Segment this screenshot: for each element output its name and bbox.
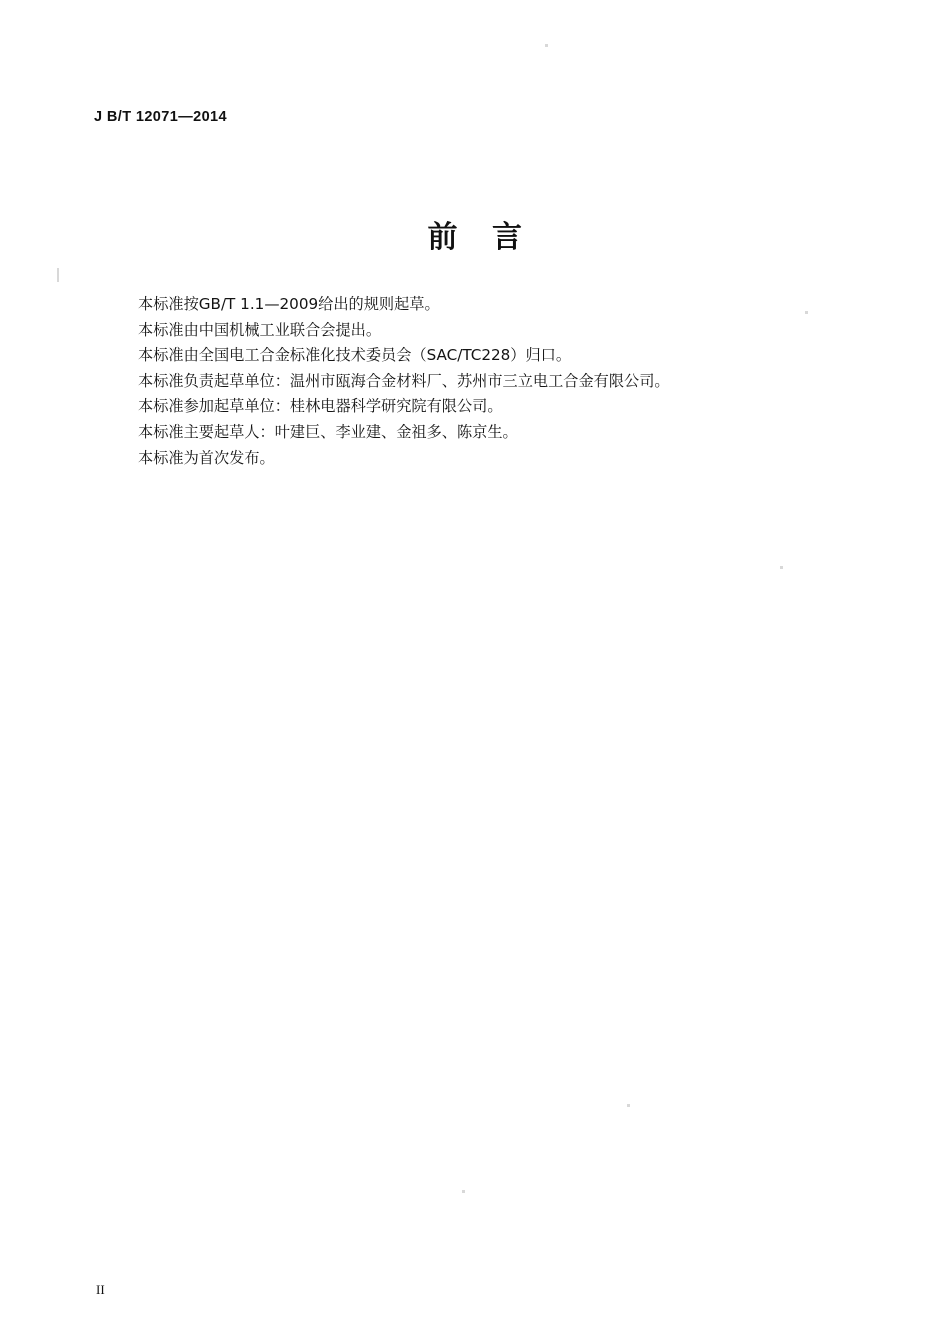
foreword-paragraph: 本标准主要起草人：叶建巨、李业建、金祖多、陈京生。 (138, 422, 518, 441)
standard-number-header: J B/T 12071—2014 (94, 109, 227, 125)
foreword-paragraph: 本标准负责起草单位：温州市瓯海合金材料厂、苏州市三立电工合金有限公司。 (138, 371, 670, 390)
page-title (0, 212, 950, 256)
foreword-paragraph: 本标准由中国机械工业联合会提出。 (138, 320, 381, 339)
scan-speckle (780, 566, 783, 569)
page-number: II (96, 1282, 105, 1297)
foreword-paragraph: 本标准按GB/T 1.1—2009给出的规则起草。 (138, 295, 440, 313)
scan-speckle (57, 268, 59, 282)
scan-speckle (545, 44, 548, 47)
page-title-right: 言 (492, 220, 523, 255)
foreword-paragraph: 本标准参加起草单位：桂林电器科学研究院有限公司。 (138, 397, 503, 416)
foreword-body (138, 292, 838, 471)
scan-speckle (627, 1104, 630, 1107)
scan-speckle (805, 311, 808, 314)
page-title-left: 前 (427, 220, 458, 255)
foreword-paragraph: 本标准为首次发布。 (138, 448, 275, 467)
scan-speckle (462, 1190, 465, 1193)
foreword-paragraph: 本标准由全国电工合金标准化技术委员会（SAC/TC228）归口。 (138, 346, 572, 365)
